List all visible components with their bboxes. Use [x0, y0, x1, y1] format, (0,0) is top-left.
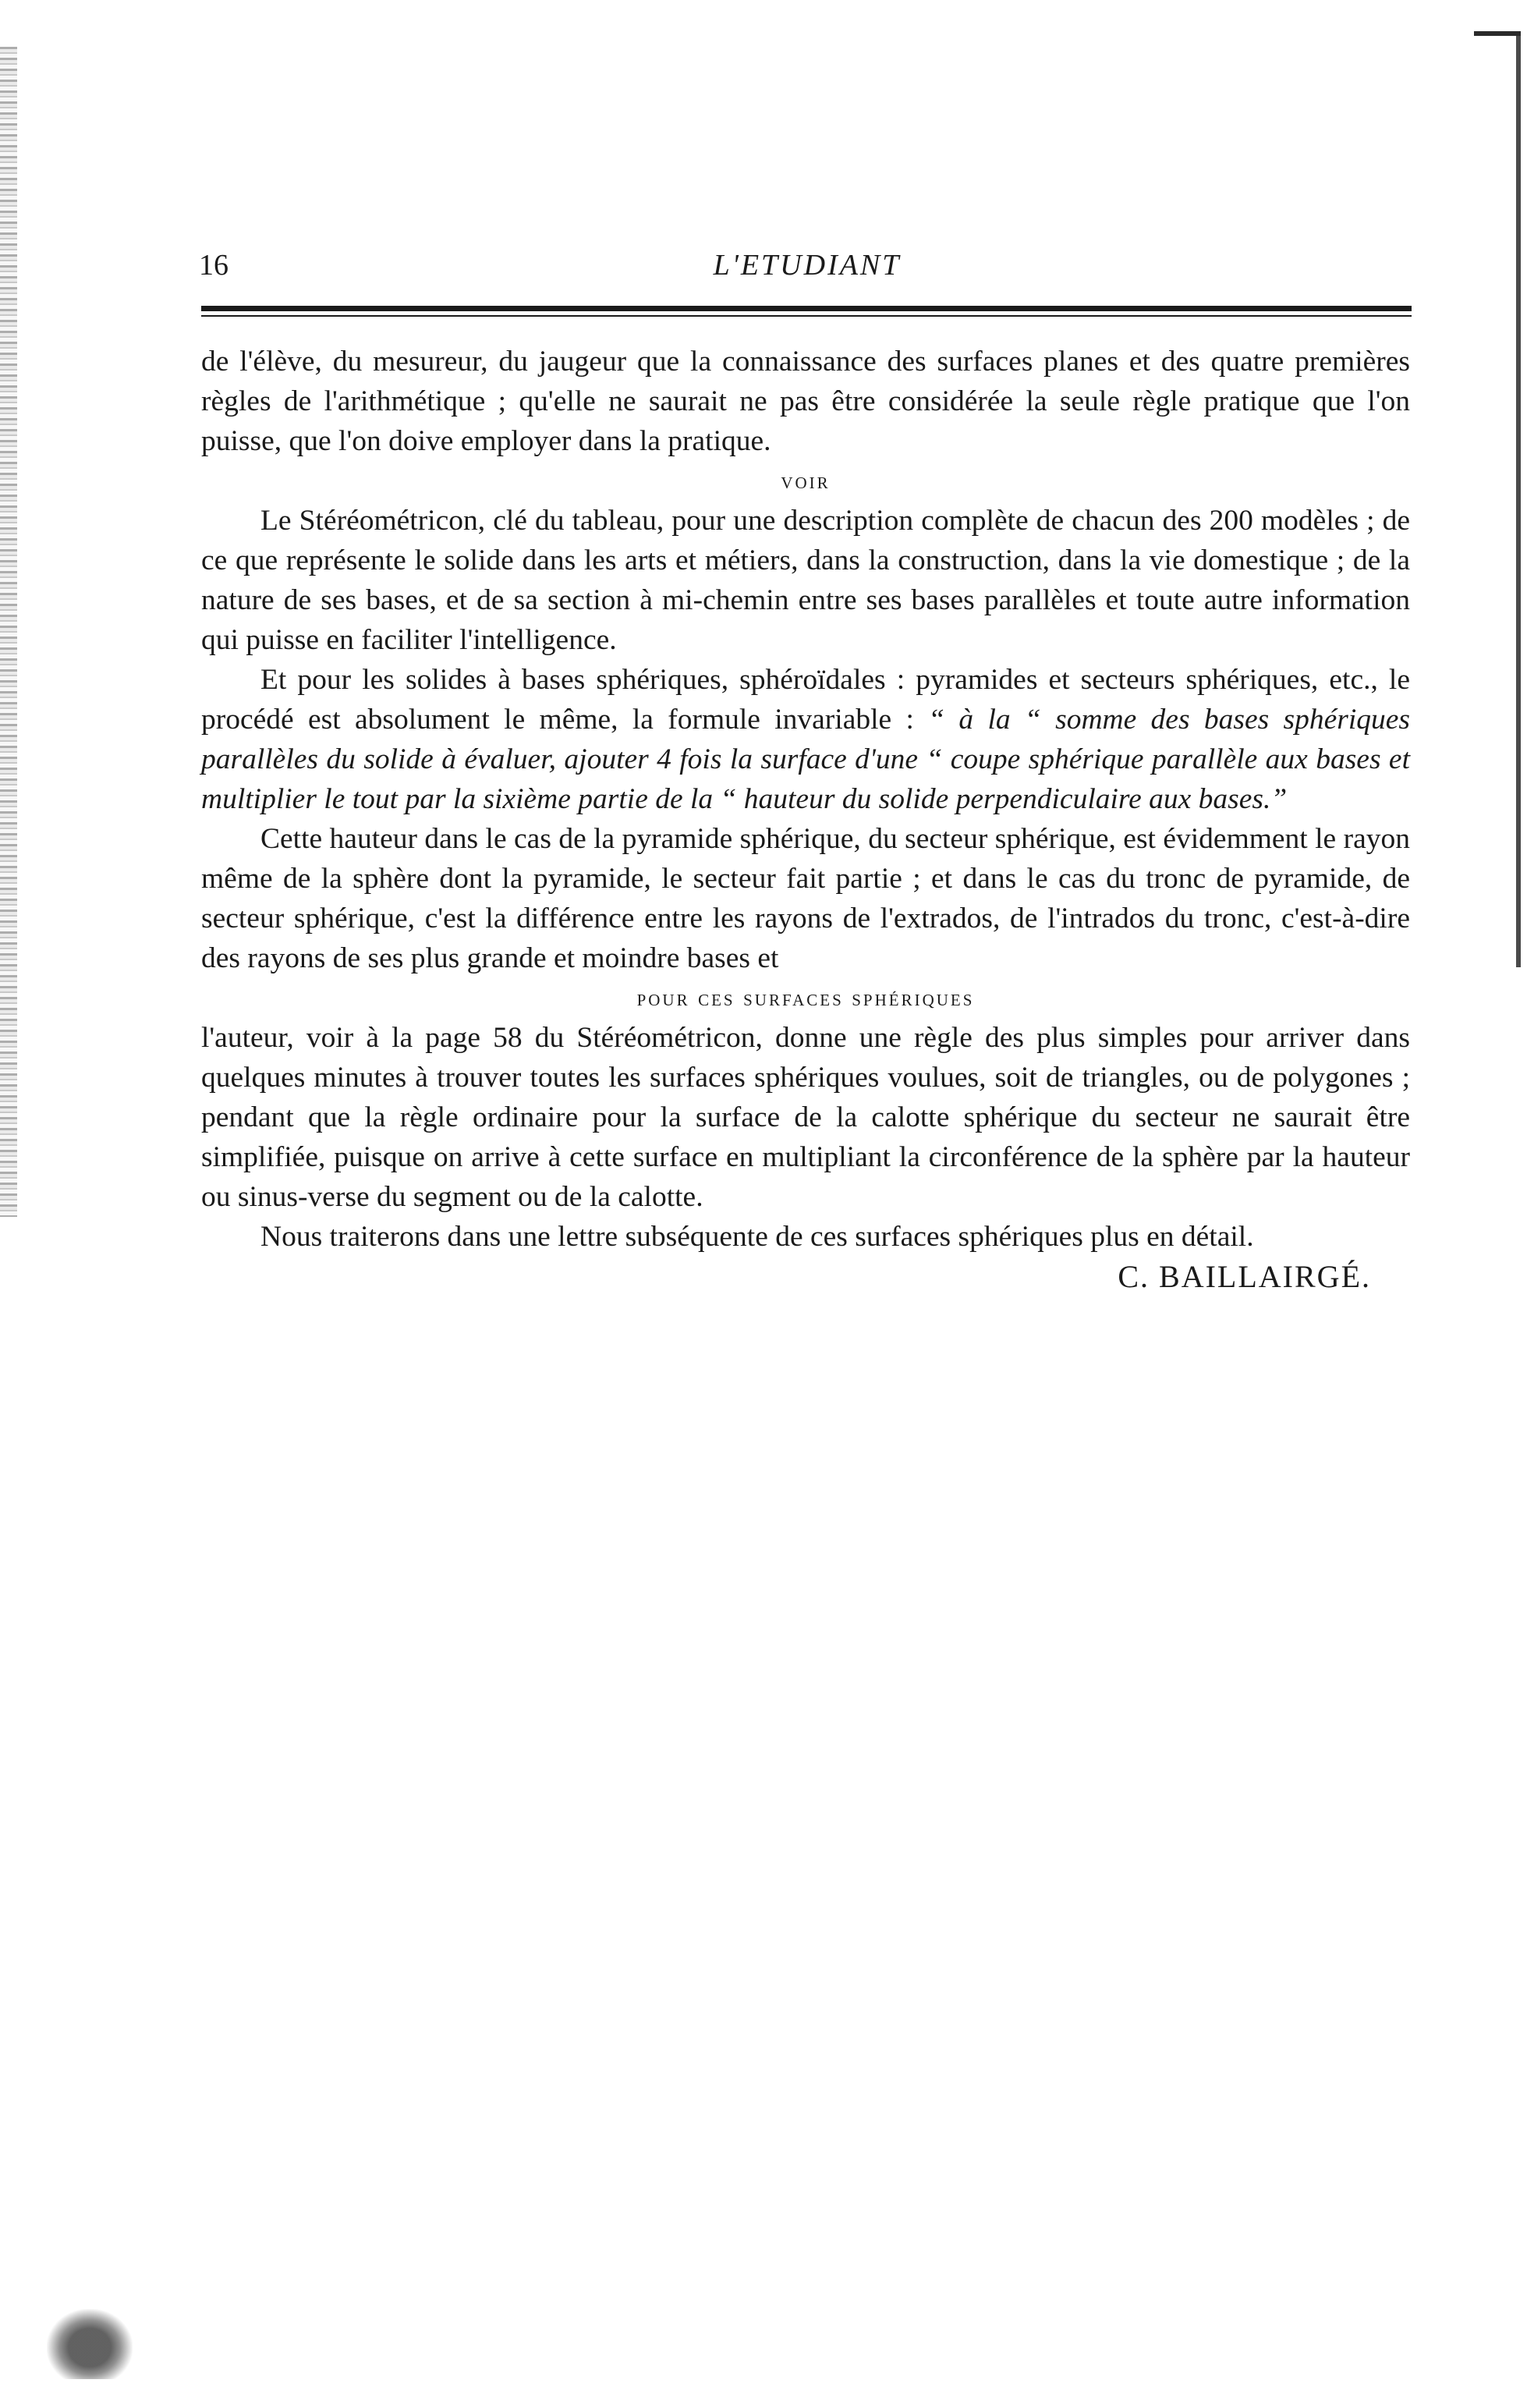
paragraph-6: Nous traiterons dans une lettre subséquente de ces surfaces sphériques plus en détail.: [260, 1221, 1254, 1253]
paragraph-4: Cette hauteur dans le cas de la pyramide sphérique, du secteur sphérique, est évidemment le rayon même de la sphère dont la pyramide, le secteur fait partie ; et dans le cas du tronc de pyramide, de secteur sphérique, c'est la différence entre les rayons de l'extrados, de l'intrados du tronc, c'est-à-dire des rayons de ses plus grande et moindre bases et: [201, 823, 1410, 974]
signature: C. BAILLAIRGÉ.: [1118, 1259, 1371, 1294]
ink-blot: [47, 2309, 133, 2379]
running-title: L'ETUDIANT: [713, 249, 902, 282]
header-rule-thick: [201, 306, 1412, 311]
paragraph-2: Le Stéréométricon, clé du tableau, pour une description complète de chacun des 200 modèles ; de ce que représente le solide dans les arts et métiers, dans la construction, dans la vie domestique ; de la nature de ses bases, et de sa section à mi-chemin entre ses bases parallèles et toute autre information qui puisse en faciliter l'intelligence.: [201, 505, 1410, 656]
page-header: [199, 248, 1415, 295]
scan-edge-right: [1516, 31, 1521, 967]
header-rule-thin: [201, 315, 1412, 317]
page-number: 16: [199, 249, 229, 282]
heading-surfaces: pour ces surfaces sphériques: [636, 985, 975, 1011]
paragraph-3: [201, 660, 1410, 819]
paragraph-3-quote: “ à la “ somme des bases sphériques parallèles du solide à évaluer, ajouter 4 fois la surface d'une “ coupe sphérique parallèle aux bases et multiplier le tout par la sixième partie de la “ hauteur du solide perpendiculaire aux bases.”: [201, 704, 1410, 815]
heading-voir: voir: [781, 468, 831, 494]
paragraph-1: de l'élève, du mesureur, du jaugeur que la connaissance des surfaces planes et des quatre premières règles de l'arithmétique ; qu'elle ne saurait ne pas être considérée la seule règle pratique que l'on puisse, que l'on doive employer dans la pratique.: [201, 346, 1410, 457]
paragraph-5: l'auteur, voir à la page 58 du Stéréométricon, donne une règle des plus simples pour arriver dans quelques minutes à trouver toutes les surfaces sphériques voulues, soit de triangles, ou de polygones ; pendant que la règle ordinaire pour la surface de la calotte sphérique du secteur ne saurait être simplifiée, puisque on arrive à cette surface en multipliant la circonférence de la sphère par la hauteur ou sinus-verse du segment ou de la calotte.: [201, 1022, 1410, 1213]
scan-edge-right-top: [1474, 31, 1521, 36]
paragraph-3-text: Et pour les solides à bases sphériques, sphéroïdales : pyramides et secteurs sphériques, etc., le procédé est absolument le même, la formule invariable :: [201, 664, 1410, 736]
article-body: [201, 342, 1410, 1296]
scan-edge-left: [0, 47, 17, 1217]
